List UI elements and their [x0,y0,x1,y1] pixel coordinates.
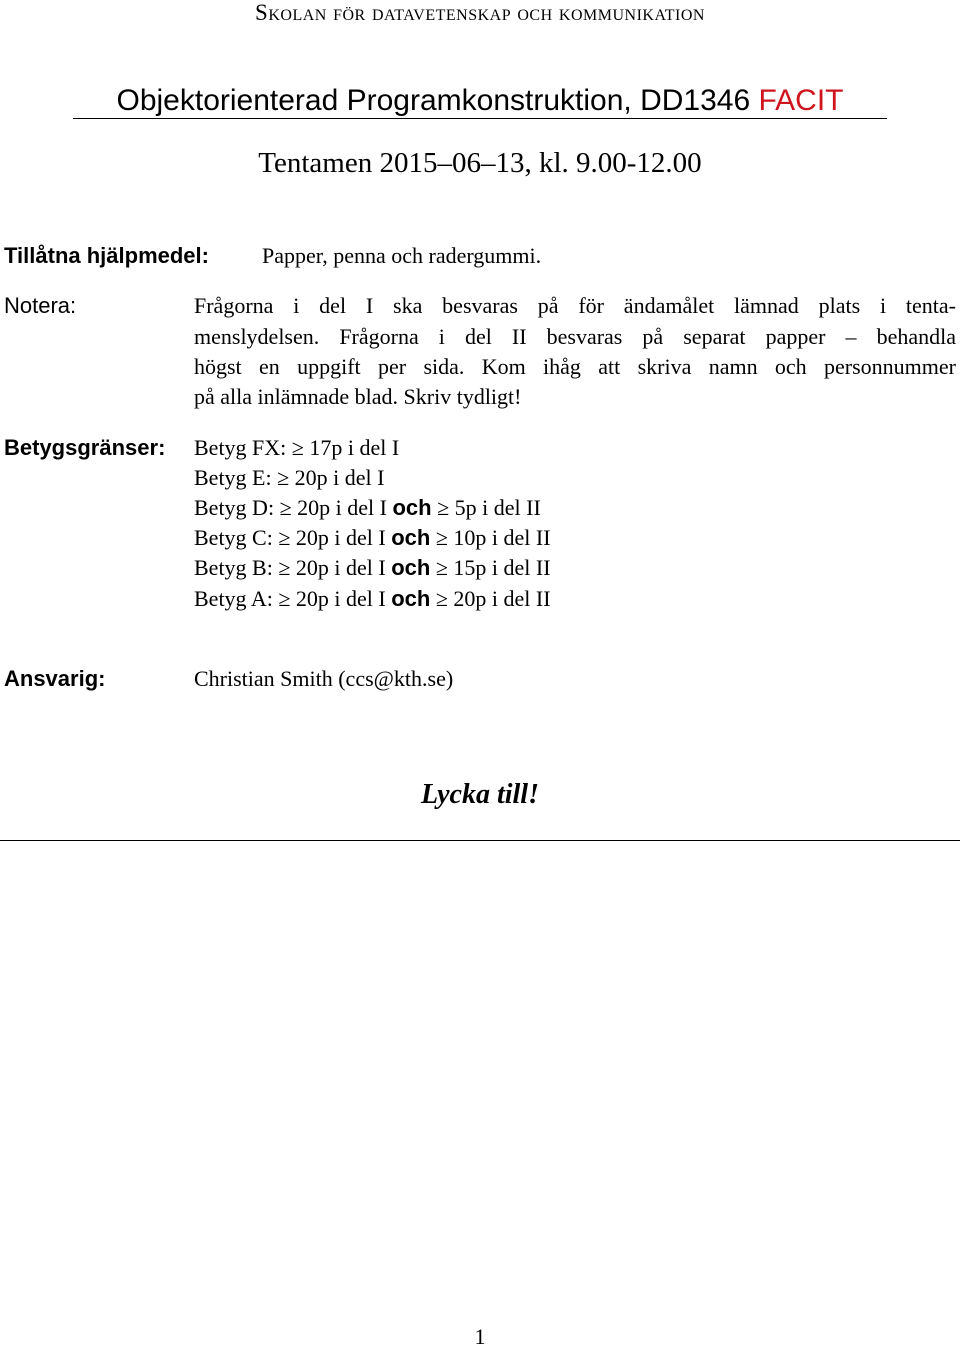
note-line: Frågorna i del I ska besvaras på för ändamålet lämnad plats i tenta- [194,293,956,318]
grade-name: Betyg FX: [194,435,287,460]
grade-requirement-part1: ≥ 20p i del I [279,495,387,520]
title-underline [73,118,887,119]
note-line: på alla inlämnade blad. Skriv tydligt! [194,384,522,409]
note-line: högst en uppgift per sida. Kom ihåg att skriva namn och personnummer [194,354,956,379]
grade-requirement-part1: ≥ 17p i del I [291,435,400,460]
grade-requirement-part1: ≥ 20p i del I [278,525,386,550]
note-line: menslydelsen. Frågorna i del II besvaras på separat papper – behandla [194,324,956,349]
course-title-text: Objektorienterad Programkonstruktion, DD1346 [116,84,751,117]
grade-name: Betyg E: [194,465,272,490]
grade-row [194,584,551,614]
good-luck-text: Lycka till! [421,779,539,810]
aids-value: Papper, penna och radergummi. [262,243,542,268]
grade-name: Betyg D: [194,495,275,520]
school-name: Skolan för datavetenskap och kommunikation [255,0,705,25]
grade-requirement-part2: ≥ 10p i del II [435,525,551,550]
grade-name: Betyg B: [194,555,273,580]
grade-requirement-part1: ≥ 20p i del I [278,586,386,611]
grade-requirement-part1: ≥ 20p i del I [277,465,385,490]
grade-row [194,553,551,583]
exam-date-line: Tentamen 2015–06–13, kl. 9.00-12.00 [258,147,702,179]
course-title [0,84,960,118]
grade-conjunction: och [392,495,432,520]
bottom-divider [0,840,960,841]
grade-row [194,523,551,553]
grade-conjunction: och [391,555,431,580]
grade-requirement-part2: ≥ 5p i del II [437,495,541,520]
page-number: 1 [474,1324,486,1349]
facit-label: FACIT [758,84,844,117]
aids-label: Tillåtna hjälpmedel: [4,243,209,268]
grade-requirement-part1: ≥ 20p i del I [278,555,386,580]
grade-conjunction: och [391,525,431,550]
responsible-label: Ansvarig: [4,666,106,691]
grade-row [194,463,385,493]
grade-conjunction: och [391,586,431,611]
grade-requirement-part2: ≥ 20p i del II [435,586,551,611]
grade-row [194,433,399,463]
grade-row [194,493,541,523]
grade-name: Betyg C: [194,525,273,550]
grade-name: Betyg A: [194,586,273,611]
responsible-value: Christian Smith (ccs@kth.se) [194,666,454,691]
grade-requirement-part2: ≥ 15p i del II [435,555,551,580]
grades-label: Betygsgränser: [4,435,166,460]
note-label: Notera: [4,293,77,318]
